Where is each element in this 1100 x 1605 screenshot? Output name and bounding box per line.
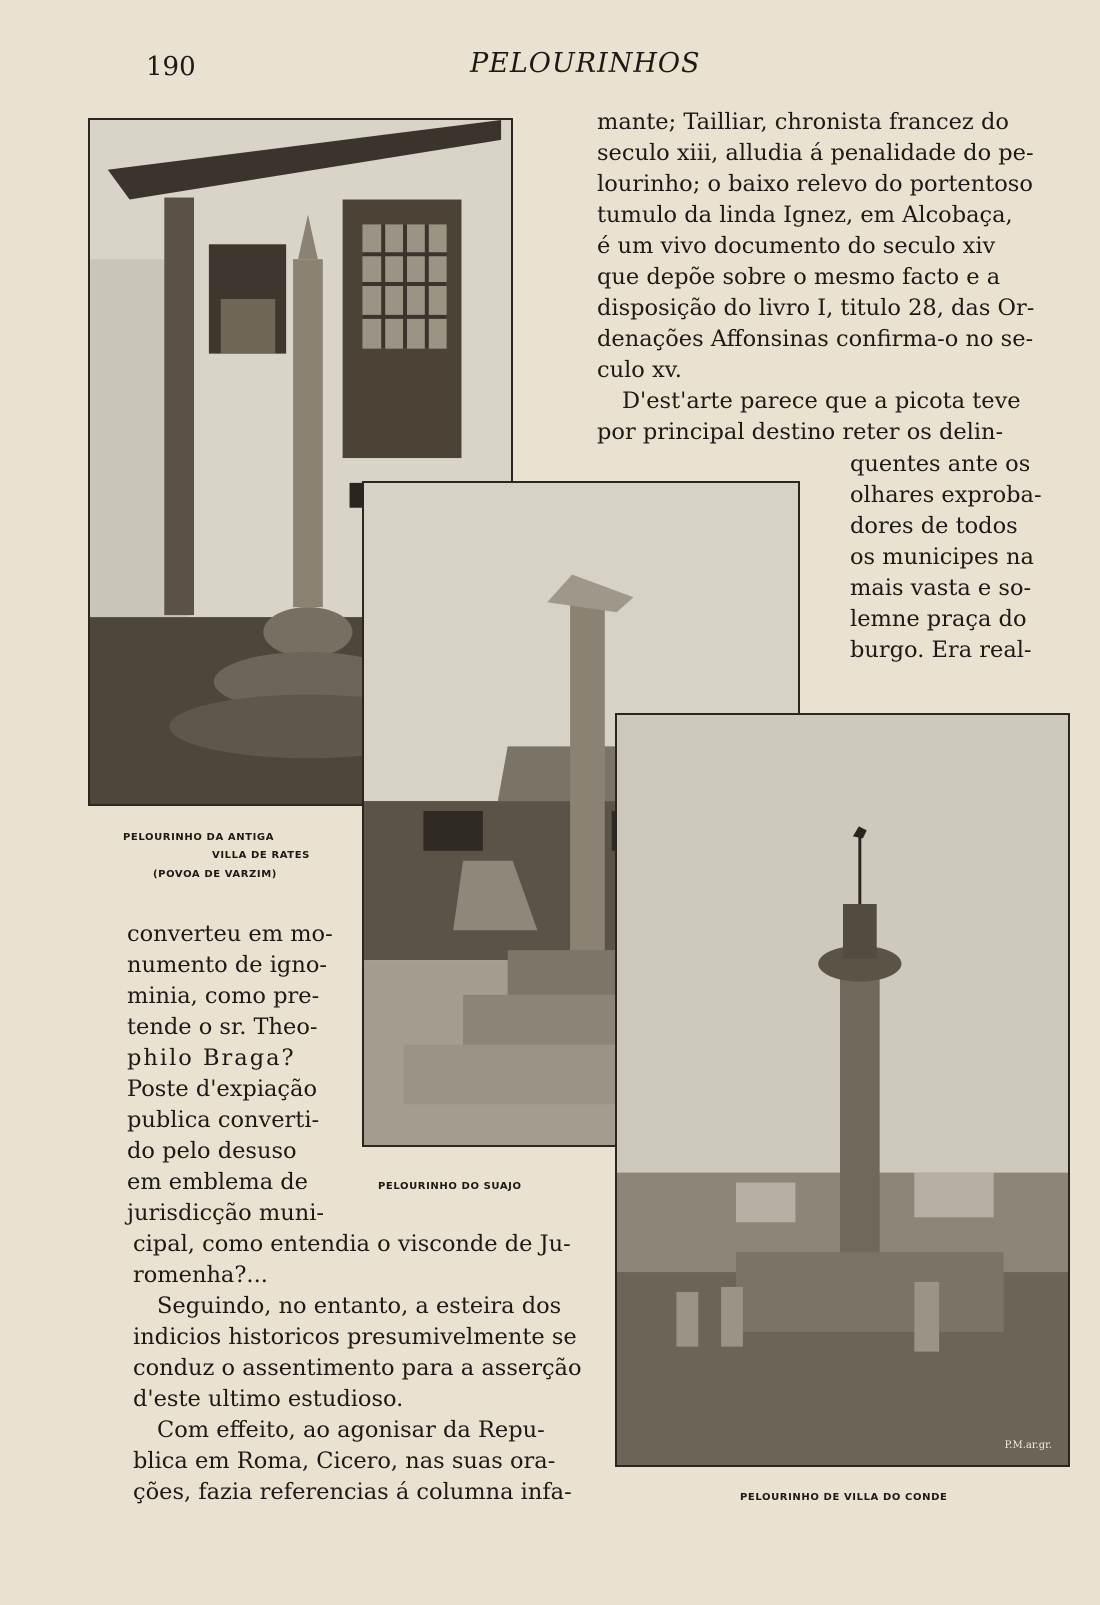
running-title: PELOURINHOS bbox=[470, 48, 701, 79]
text-line: dores de todos bbox=[850, 513, 1018, 539]
text-line: numento de igno- bbox=[127, 952, 327, 978]
text-line: publica converti- bbox=[127, 1107, 320, 1133]
text-line: Poste d'expiação bbox=[127, 1076, 317, 1102]
photo-signature: P.M.ar.gr. bbox=[1004, 1440, 1052, 1451]
caption-suajo: PELOURINHO DO SUAJO bbox=[378, 1181, 522, 1192]
text-line: D'est'arte parece que a picota teve bbox=[622, 388, 1021, 414]
text-line: disposição do livro I, titulo 28, das Or- bbox=[597, 295, 1035, 321]
photo-villa-do-conde bbox=[615, 713, 1070, 1467]
text-line: lemne praça do bbox=[850, 606, 1027, 632]
text-line: blica em Roma, Cicero, nas suas ora- bbox=[133, 1448, 556, 1474]
text-line: ções, fazia referencias á columna infa- bbox=[133, 1479, 572, 1505]
caption-rates-line3: (POVOA DE VARZIM) bbox=[153, 869, 277, 880]
text-line: os municipes na bbox=[850, 544, 1034, 570]
text-line: mante; Tailliar, chronista francez do bbox=[597, 109, 1009, 135]
text-line: tumulo da linda Ignez, em Alcobaça, bbox=[597, 202, 1013, 228]
text-line: romenha?... bbox=[133, 1262, 268, 1288]
text-line: seculo xiii, alludia á penalidade do pe- bbox=[597, 140, 1034, 166]
text-line: do pelo desuso bbox=[127, 1138, 297, 1164]
text-line: Seguindo, no entanto, a esteira dos bbox=[157, 1293, 562, 1319]
page-number: 190 bbox=[146, 52, 196, 82]
text-line: d'este ultimo estudioso. bbox=[133, 1386, 404, 1412]
text-line: mais vasta e so- bbox=[850, 575, 1032, 601]
text-line: philo Braga? bbox=[127, 1045, 296, 1071]
text-line: indicios historicos presumivelmente se bbox=[133, 1324, 577, 1350]
text-line: lourinho; o baixo relevo do portentoso bbox=[597, 171, 1033, 197]
text-line: denações Affonsinas confirma-o no se- bbox=[597, 326, 1034, 352]
text-line: que depõe sobre o mesmo facto e a bbox=[597, 264, 1001, 290]
text-line: Com effeito, ao agonisar da Repu- bbox=[157, 1417, 545, 1443]
text-line: conduz o assentimento para a asserção bbox=[133, 1355, 582, 1381]
text-line: jurisdicção muni- bbox=[127, 1200, 324, 1226]
caption-rates-line2: VILLA DE RATES bbox=[212, 850, 310, 861]
text-line: tende o sr. Theo- bbox=[127, 1014, 318, 1040]
text-line: converteu em mo- bbox=[127, 921, 333, 947]
text-line: culo xv. bbox=[597, 357, 682, 383]
text-line: é um vivo documento do seculo xiv bbox=[597, 233, 996, 259]
text-line: burgo. Era real- bbox=[850, 637, 1032, 663]
text-line: cipal, como entendia o visconde de Ju- bbox=[133, 1231, 571, 1257]
caption-rates-line1: PELOURINHO DA ANTIGA bbox=[123, 832, 275, 843]
text-line: minia, como pre- bbox=[127, 983, 320, 1009]
text-line: por principal destino reter os delin- bbox=[597, 419, 1004, 445]
text-line: quentes ante os bbox=[850, 451, 1031, 477]
text-line: olhares exproba- bbox=[850, 482, 1042, 508]
caption-villa-do-conde: PELOURINHO DE VILLA DO CONDE bbox=[740, 1492, 948, 1503]
text-line: em emblema de bbox=[127, 1169, 308, 1195]
